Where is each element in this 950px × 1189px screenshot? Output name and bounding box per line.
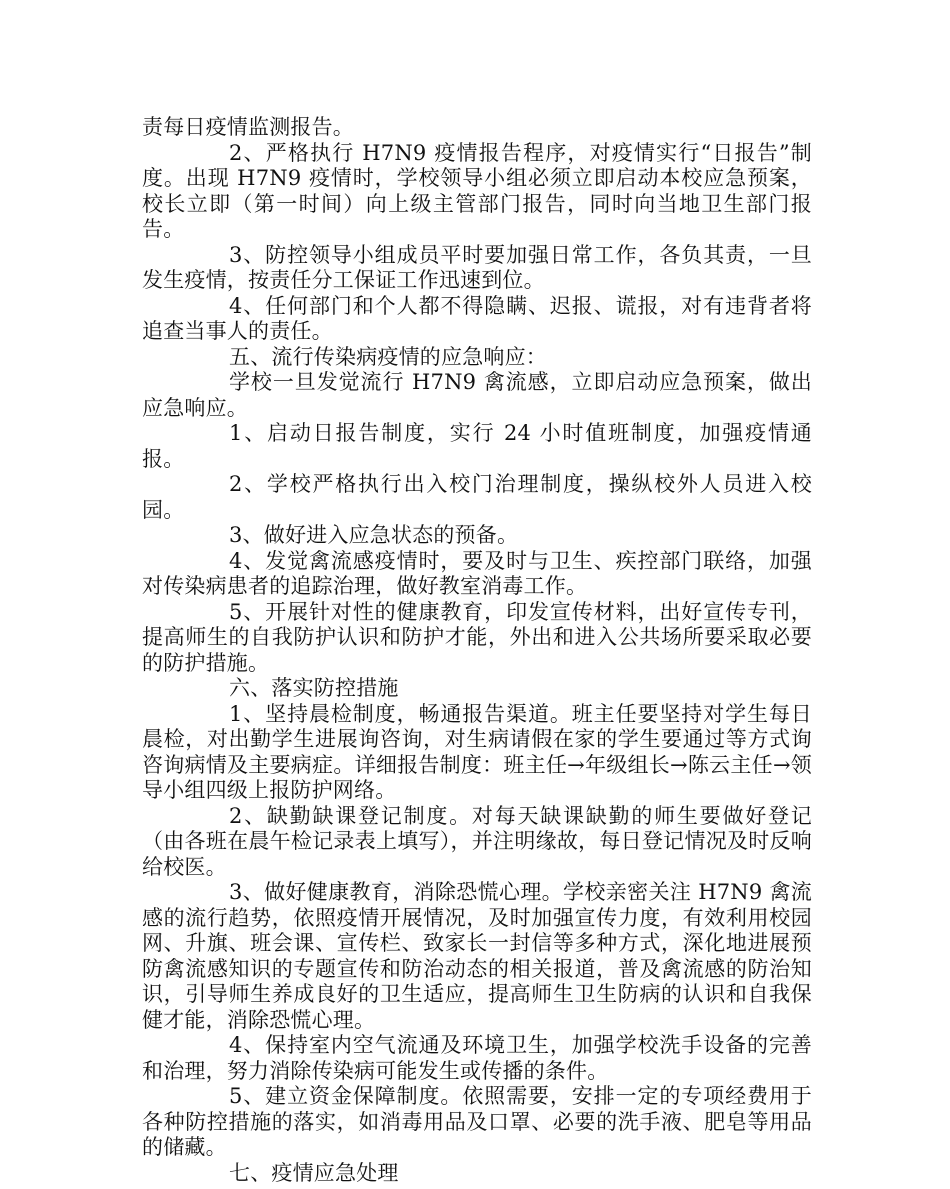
section-heading: 六、落实防控措施 [229,676,399,700]
paragraph: 4、发觉禽流感疫情时，要及时与卫生、疾控部门联络，加强对传染病患者的追踪治理，做好教室消毒工作。 [142,548,812,598]
paragraph: 1、启动日报告制度，实行 24 小时值班制度，加强疫情通报。 [142,421,812,471]
paragraph: 5、建立资金保障制度。依照需要，安排一定的专项经费用于各种防控措施的落实，如消毒用品及口罩、必要的洗手液、肥皂等用品的储藏。 [142,1084,812,1159]
paragraph: 2、严格执行 H7N9 疫情报告程序，对疫情实行“日报告”制度。出现 H7N9 疫情时，学校领导小组必须立即启动本校应急预案，校长立即（第一时间）向上级主管部门报告，同时向当地卫生部门报告。 [142,140,812,241]
section-heading: 五、流行传染病疫情的应急响应： [229,344,547,369]
paragraph: 3、做好健康教育，消除恐慌心理。学校亲密关注 H7N9 禽流感的流行趋势，依照疫情开展情况，及时加强宣传力度，有效利用校园网、升旗、班会课、宣传栏、致家长一封信等多种方式，深化地进展预防禽流感知识的专题宣传和防治动态的相关报道，普及禽流感的防治知识，引导师生养成良好的卫生适应，提高师生卫生防病的认识和自我保健才能，消除恐慌心理。 [142,880,812,1032]
paragraph: 5、开展针对性的健康教育，印发宣传材料，出好宣传专刊，提高师生的自我防护认识和防护才能，外出和进入公共场所要采取必要的防护措施。 [142,599,812,675]
paragraph: 3、做好进入应急状态的预备。 [229,523,519,547]
paragraph: 4、保持室内空气流通及环境卫生，加强学校洗手设备的完善和治理，努力消除传染病可能发生或传播的条件。 [142,1033,812,1083]
paragraph: 学校一旦发觉流行 H7N9 禽流感，立即启动应急预案，做出应急响应。 [142,370,812,420]
paragraph: 4、任何部门和个人都不得隐瞒、迟报、谎报，对有违背者将追查当事人的责任。 [142,293,812,343]
document-body [142,115,812,1186]
paragraph: 3、防控领导小组成员平时要加强日常工作，各负其责，一旦发生疫情，按责任分工保证工作迅速到位。 [142,242,812,292]
paragraph: 1、坚持晨检制度，畅通报告渠道。班主任要坚持对学生每日晨检，对出勤学生进展询咨询，对生病请假在家的学生要通过等方式询咨询病情及主要病症。详细报告制度：班主任→年级组长→陈云主任→领导小组四级上报防护网络。 [142,701,812,802]
paragraph: 2、学校严格执行出入校门治理制度，操纵校外人员进入校园。 [142,472,812,522]
paragraph: 责每日疫情监测报告。 [142,115,354,139]
paragraph: 2、缺勤缺课登记制度。对每天缺课缺勤的师生要做好登记（由各班在晨午检记录表上填写），并注明缘故，每日登记情况及时反响给校医。 [142,803,812,879]
section-heading: 七、疫情应急处理 [229,1160,399,1185]
